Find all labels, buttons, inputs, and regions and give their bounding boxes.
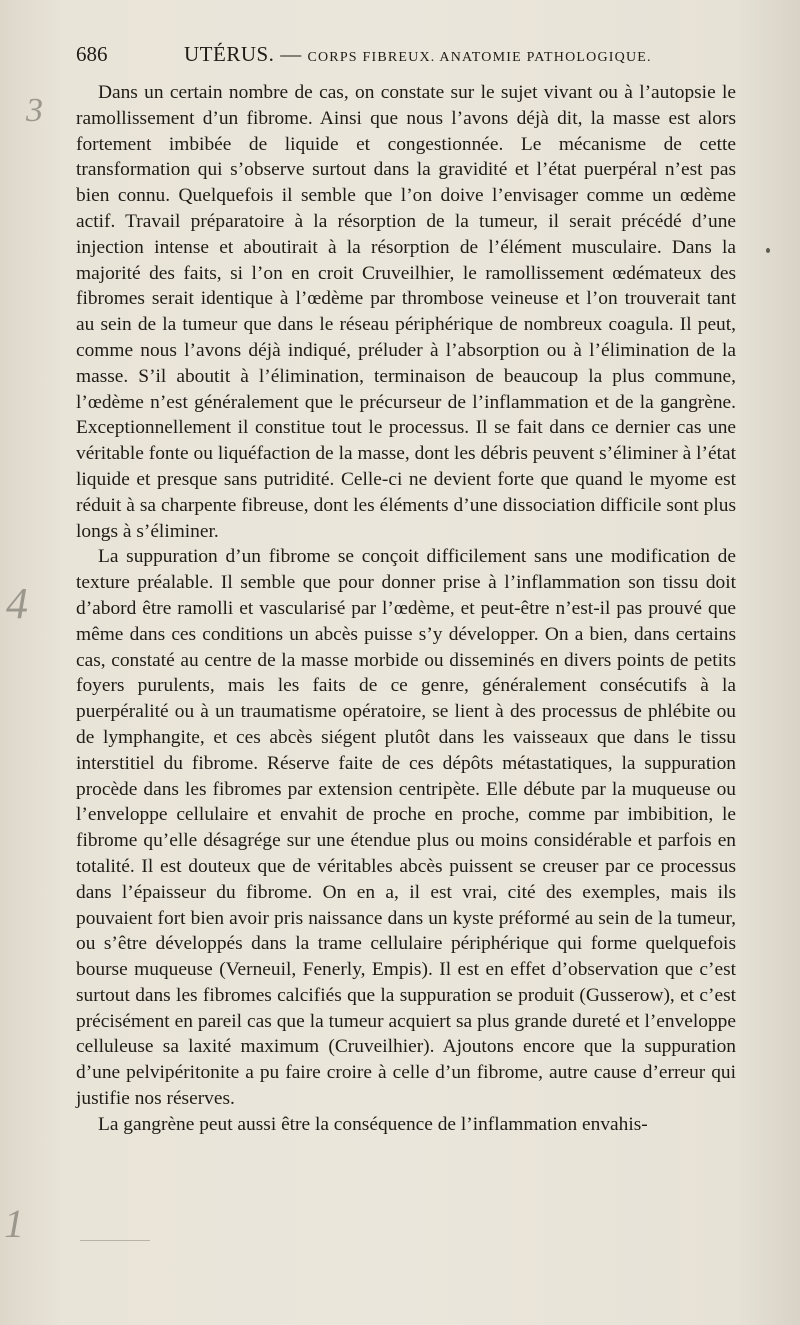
margin-pencil-mark: 1 bbox=[4, 1201, 24, 1246]
running-head bbox=[184, 42, 652, 67]
page-header bbox=[76, 40, 736, 70]
page-number: 686 bbox=[76, 42, 108, 66]
paragraph-suppuration: La suppuration d’un fibrome se conçoit difficilement sans une modification de texture préalable. Il semble que pour donner prise à l’inflammation son tissu doit d’abord être ramolli et vascularisé par l’œdème, et peut-être n’est-il pas prouvé que même dans ces conditions un abcès puisse s’y développer. On a bien, dans certains cas, constaté au centre de la masse morbide ou disseminés en divers points de petits foyers purulents, mais les faits de ce genre, généralement consécutifs à la puerpéralité ou à un traumatisme opératoire, se lient à des processus de phlébite ou de lymphangite, et ces abcès siégent plutôt dans les vaisseaux que dans le tissu interstitiel du fibrome. Réserve faite de ces dépôts métastatiques, la suppuration procède dans les fibromes par extension centripète. Elle débute par la muqueuse ou l’enveloppe cellulaire et envahit de proche en proche, comme par imbibition, le fibrome qu’elle désagrége sur une étendue plus ou moins considérable et parfois en totalité. Il est douteux que de véritables abcès puissent se creuser par ce processus dans l’épaisseur du fibrome. On en a, il est vrai, cité des exemples, mais ils pouvaient fort bien avoir pris naissance dans un kyste préformé au sein de la tumeur, ou s’être développés dans la trame cellulaire périphérique qui forme quelquefois bourse muqueuse (Verneuil, Fenerly, Empis). Il est en effet d’observation que c’est surtout dans les fibromes calcifiés que la suppuration se produit (Gusserow), et c’est précisément en pareil cas que la tumeur acquiert sa plus grande dureté et l’enveloppe celluleuse sa laxité maximum (Cruveilhier). Ajoutons encore que la suppuration d’une pelvipéritonite a pu faire croire à celle d’un fibrome, autre cause d’erreur qui justifie nos réserves. bbox=[76, 546, 736, 1110]
running-dash: — bbox=[280, 42, 302, 66]
paragraph-ramollissement: Dans un certain nombre de cas, on constate sur le sujet vivant ou à l’autopsie le ramollissement d’un fibrome. Ainsi que nous l’avons déjà dit, la masse est alors fortement imbibée de liquide et congestionnée. Le mécanisme de cette transformation qui s’observe surtout dans la gravidité et l’état puerpéral n’est pas bien connu. Quelquefois il semble que l’on doive l’envisager comme un œdème actif. Travail préparatoire à la résorption de la tumeur, il serait précédé d’une injection intense et aboutirait à la résorption de l’élément musculaire. Dans la majorité des faits, si l’on en croit Cruveilhier, le ramollissement œdémateux des fibromes serait identique à l’œdème par thrombose veineuse et l’on trouverait tant au sein de la tumeur que dans le réseau périphérique de nombreux coagula. Il peut, comme nous l’avons déjà indiqué, préluder à l’absorption ou à l’élimination de la masse. S’il aboutit à l’élimination, terminaison de beaucoup la plus commune, l’œdème n’est généralement que le précurseur de l’inflammation et de la gangrène. Exceptionnellement il constitue tout le processus. Il se fait dans ce dernier cas une véritable fonte ou liquéfaction de la masse, dont les débris peuvent s’éliminer à l’état liquide et presque sans putridité. Celle-ci ne devient forte que quand le myome est réduit à sa charpente fibreuse, dont les éléments d’une dissociation difficile sont plus longs à s’éliminer. bbox=[76, 82, 736, 542]
faint-rule bbox=[80, 1240, 150, 1241]
ink-speck bbox=[766, 248, 770, 253]
running-subtitle: CORPS FIBREUX. ANATOMIE PATHOLOGIQUE. bbox=[307, 50, 652, 65]
body-text bbox=[76, 80, 736, 1138]
paragraph-gangrene: La gangrène peut aussi être la conséquence de l’inflammation envahis- bbox=[98, 1113, 648, 1135]
margin-pencil-mark: 4 bbox=[6, 579, 28, 628]
margin-pencil-mark: 3 bbox=[26, 92, 43, 129]
running-title: UTÉRUS. bbox=[184, 42, 275, 66]
